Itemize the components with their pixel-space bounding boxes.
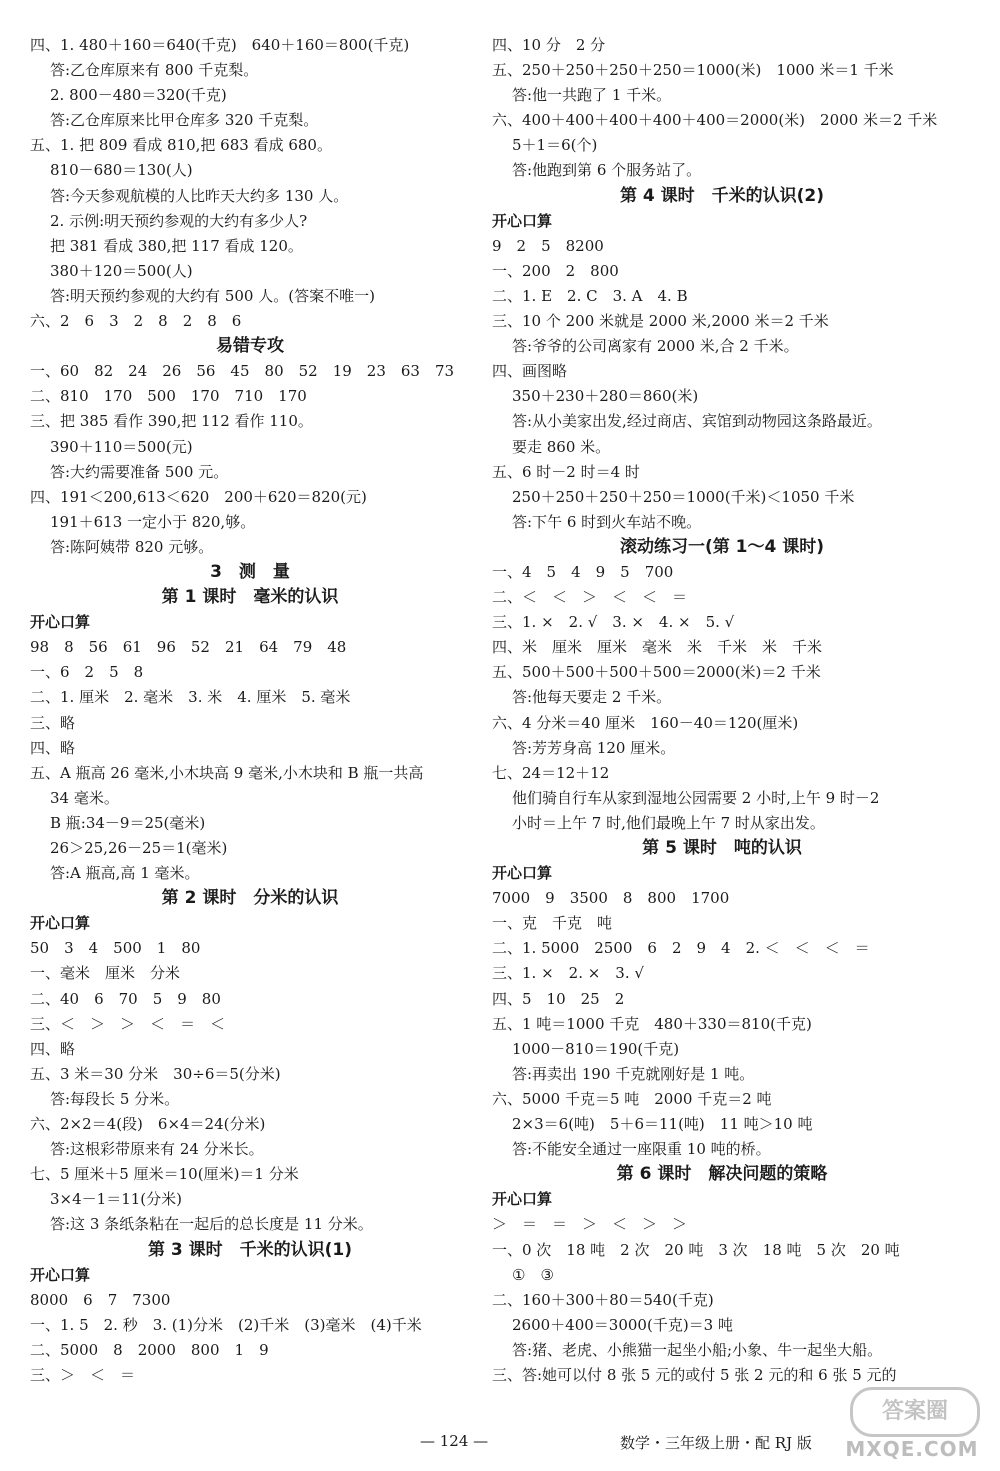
right-answer-line: 250＋250＋250＋250＝1000(千米)＜1050 千米 [512,487,855,506]
right-section-label: 开心口算 [492,211,553,230]
left-answer-line: B 瓶:34－9＝25(毫米) [50,813,206,832]
left-answer-line: 三、＜ ＞ ＞ ＜ ＝ ＜ [30,1014,226,1033]
right-section-heading: 第 5 课时 吨的认识 [642,838,802,858]
left-answer-line: 答:明天预约参观的大约有 500 人。(答案不唯一) [50,286,375,305]
right-answer-line: 小时＝上午 7 时,他们最晚上午 7 时从家出发。 [512,813,825,832]
left-answer-line: 2. 800－480＝320(千克) [50,86,227,105]
left-answer-line: 二、5000 8 2000 800 1 9 [30,1340,269,1359]
right-answer-line: 四、画图略 [492,362,568,381]
left-answer-line: 380＋120＝500(人) [50,261,193,280]
left-answer-line: 答:乙仓库原来有 800 千克梨。 [50,61,259,80]
left-section-label: 开心口算 [30,1265,91,1284]
left-answer-line: 8000 6 7 7300 [30,1290,171,1309]
right-answer-line: 答:再卖出 190 千克就刚好是 1 吨。 [512,1064,755,1083]
left-answer-line: 五、A 瓶高 26 毫米,小木块高 9 毫米,小木块和 B 瓶一共高 [30,763,424,782]
left-answer-line: 191＋613 一定小于 820,够。 [50,512,256,531]
right-answer-line: 五、1 吨＝1000 千克 480＋330＝810(千克) [492,1014,812,1033]
right-answer-line: 三、1. × 2. × 3. √ [492,964,644,983]
page-number: — 124 — [420,1432,489,1450]
left-answer-line: 答:A 瓶高,高 1 毫米。 [50,864,200,883]
right-answer-line: 三、1. × 2. √ 3. × 4. × 5. √ [492,613,735,632]
right-answer-line: 一、克 千克 吨 [492,914,613,933]
right-answer-line: 三、答:她可以付 8 张 5 元的或付 5 张 2 元的和 6 张 5 元的 [492,1365,897,1384]
left-answer-line: 五、3 米＝30 分米 30÷6＝5(分米) [30,1064,281,1083]
right-answer-line: 二、1. E 2. C 3. A 4. B [492,286,688,305]
right-column [492,33,952,1388]
left-answer-line: 390＋110＝500(元) [50,437,193,456]
right-answer-line: ＞ ＝ ＝ ＞ ＜ ＞ ＞ [492,1215,688,1234]
right-answer-line: 四、5 10 25 2 [492,989,625,1008]
right-answer-line: 二、160＋300＋80＝540(千克) [492,1290,714,1309]
right-answer-line: 答:芳芳身高 120 厘米。 [512,738,676,757]
right-answer-line: 一、4 5 4 9 5 700 [492,562,674,581]
left-answer-line: 答:陈阿姨带 820 元够。 [50,537,214,556]
right-answer-line: 六、5000 千克＝5 吨 2000 千克＝2 吨 [492,1089,772,1108]
book-subtitle: 数学・三年级上册・配 RJ 版 [620,1434,812,1452]
right-answer-line: 要走 860 米。 [512,437,611,456]
right-answer-line: 答:他每天要走 2 千米。 [512,688,672,707]
left-answer-line: 一、1. 5 2. 秒 3. (1)分米 (2)千米 (3)毫米 (4)千米 [30,1315,422,1334]
watermark-url: MXQE.COM [845,1437,979,1461]
right-answer-line: 四、10 分 2 分 [492,36,606,54]
right-answer-line: 350＋230＋280＝860(米) [512,387,699,406]
right-answer-line: 七、24＝12＋12 [492,763,610,782]
right-section-heading: 滚动练习一(第 1～4 课时) [619,536,825,557]
right-answer-line: 答:爷爷的公司离家有 2000 米,合 2 千米。 [512,337,799,356]
right-answer-line: 一、0 次 18 吨 2 次 20 吨 3 次 18 吨 5 次 20 吨 [492,1240,900,1259]
left-answer-line: 四、略 [30,1039,76,1058]
right-section-label: 开心口算 [492,864,553,883]
right-answer-line: 2600＋400＝3000(千克)＝3 吨 [512,1315,733,1334]
left-answer-line: 四、略 [30,738,76,757]
left-answer-line: 六、2 6 3 2 8 2 8 6 [30,312,242,331]
left-answer-line: 答:大约需要准备 500 元。 [50,462,229,481]
left-answer-line: 三、＞ ＜ ＝ [30,1365,136,1384]
left-section-label: 开心口算 [30,914,91,933]
left-answer-line: 一、60 82 24 26 56 45 80 52 19 23 63 73 [30,362,455,381]
left-answer-line: 答:今天参观航模的人比昨天大约多 130 人。 [50,186,349,205]
right-answer-line: 答:下午 6 时到火车站不晚。 [512,512,702,531]
left-section-label: 开心口算 [30,613,91,632]
left-answer-line: 五、1. 把 809 看成 810,把 683 看成 680。 [30,136,332,155]
right-answer-line: 1000－810＝190(千克) [512,1039,680,1058]
right-answer-line: 一、200 2 800 [492,261,619,280]
right-answer-line: 二、1. 5000 2500 6 2 9 4 2. ＜ ＜ ＜ ＝ [492,939,870,958]
right-answer-line: 答:他跑到第 6 个服务站了。 [512,161,702,180]
right-section-heading: 第 6 课时 解决问题的策略 [616,1164,828,1185]
left-answer-line: 三、把 385 看作 390,把 112 看作 110。 [30,412,313,431]
left-answer-line: 四、1. 480＋160＝640(千克) 640＋160＝800(千克) [30,36,410,54]
left-answer-line: 二、1. 厘米 2. 毫米 3. 米 4. 厘米 5. 毫米 [30,688,351,707]
left-answer-line: 98 8 56 61 96 52 21 64 79 48 [30,638,347,657]
right-answer-line: 五、250＋250＋250＋250＝1000(米) 1000 米＝1 千米 [492,61,894,80]
right-answer-line: 二、＜ ＜ ＞ ＜ ＜ ＝ [492,588,688,607]
right-answer-line: 答:猪、老虎、小熊猫一起坐小船;小象、牛一起坐大船。 [512,1340,883,1359]
right-section-heading: 第 4 课时 千米的认识(2) [619,185,825,206]
left-section-heading: 第 3 课时 千米的认识(1) [147,1239,353,1260]
left-answer-line: 答:乙仓库原来比甲仓库多 320 千克梨。 [50,111,319,130]
right-answer-line: 六、4 分米＝40 厘米 160－40＝120(厘米) [492,713,799,732]
right-answer-line: 他们骑自行车从家到湿地公园需要 2 小时,上午 9 时－2 [512,788,880,807]
right-answer-line: 五、6 时－2 时＝4 时 [492,462,640,481]
watermark-seal: 答案圈 [850,1387,980,1437]
left-section-heading: 第 1 课时 毫米的认识 [161,587,339,608]
right-section-label: 开心口算 [492,1190,553,1209]
right-answer-line: 5＋1＝6(个) [512,136,598,155]
left-answer-line: 3×4－1＝11(分米) [50,1190,182,1209]
left-answer-line: 二、810 170 500 170 710 170 [30,387,307,406]
right-answer-line: 答:不能安全通过一座限重 10 吨的桥。 [512,1140,771,1159]
left-answer-line: 答:这根彩带原来有 24 分米长。 [50,1140,264,1159]
right-answer-line: 9 2 5 8200 [492,236,604,255]
left-section-heading: 易错专攻 [216,336,284,357]
left-section-heading: 第 2 课时 分米的认识 [161,888,339,909]
left-answer-line: 把 381 看成 380,把 117 看成 120。 [50,236,303,255]
right-answer-line: ① ③ [512,1265,554,1284]
left-answer-line: 四、191＜200,613＜620 200＋620＝820(元) [30,487,367,506]
left-column [30,33,470,1388]
left-answer-line: 810－680＝130(人) [50,161,193,180]
right-answer-line: 2×3＝6(吨) 5＋6＝11(吨) 11 吨＞10 吨 [512,1115,813,1134]
left-answer-line: 2. 示例:明天预约参观的大约有多少人? [50,211,308,230]
right-answer-line: 答:从小美家出发,经过商店、宾馆到动物园这条路最近。 [512,412,882,431]
right-answer-line: 六、400＋400＋400＋400＋400＝2000(米) 2000 米＝2 千米 [492,111,938,130]
right-answer-line: 三、10 个 200 米就是 2000 米,2000 米＝2 千米 [492,312,829,331]
right-answer-line: 四、米 厘米 厘米 毫米 米 千米 米 千米 [492,638,823,657]
left-answer-line: 三、略 [30,713,76,732]
left-answer-line: 七、5 厘米＋5 厘米＝10(厘米)＝1 分米 [30,1165,299,1184]
left-answer-line: 答:这 3 条纸条粘在一起后的总长度是 11 分米。 [50,1215,373,1234]
left-answer-line: 答:每段长 5 分米。 [50,1089,180,1108]
right-answer-line: 五、500＋500＋500＋500＝2000(米)＝2 千米 [492,663,821,682]
left-answer-line: 六、2×2＝4(段) 6×4＝24(分米) [30,1115,266,1134]
right-answer-line: 7000 9 3500 8 800 1700 [492,889,730,908]
left-answer-line: 一、6 2 5 8 [30,663,144,682]
left-answer-line: 34 毫米。 [50,788,119,807]
left-answer-line: 50 3 4 500 1 80 [30,939,201,958]
right-answer-line: 答:他一共跑了 1 千米。 [512,86,672,105]
left-answer-line: 二、40 6 70 5 9 80 [30,989,221,1008]
left-section-heading: 3 测 量 [210,561,290,582]
left-answer-line: 一、毫米 厘米 分米 [30,964,181,983]
watermark-logo [836,1385,988,1467]
left-answer-line: 26＞25,26－25＝1(毫米) [50,839,228,857]
